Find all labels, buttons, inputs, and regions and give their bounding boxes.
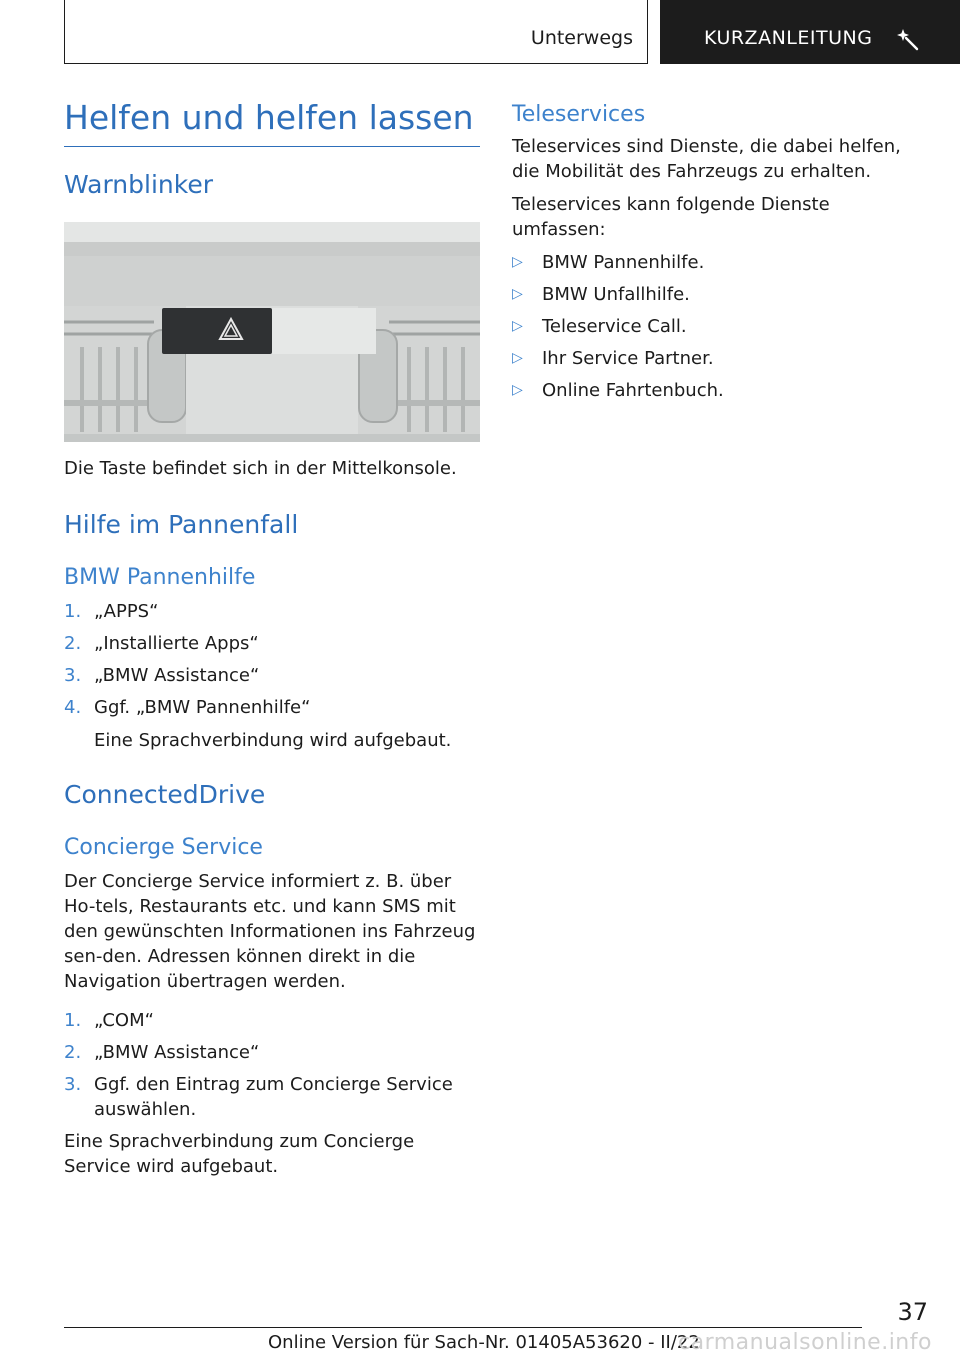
header-section-label: Unterwegs [530, 27, 633, 49]
list-item: 4. Ggf. „BMW Pannenhilfe“ Eine Sprachverbindung wird aufgebaut. [64, 695, 480, 753]
subheading-concierge-service: Concierge Service [64, 835, 263, 860]
header-chapter-label: KURZANLEITUNG [704, 27, 873, 49]
list-item: 2. „Installierte Apps“ [64, 633, 259, 654]
page-number: 37 [897, 1298, 928, 1326]
page-title: Helfen und helfen lassen [64, 98, 474, 137]
header-section-tab [64, 0, 648, 64]
footer-divider [64, 1327, 862, 1328]
subheading-bmw-pannenhilfe: BMW Pannenhilfe [64, 565, 256, 590]
hazard-button-photo [64, 222, 480, 442]
list-item: ▷ Online Fahrtenbuch. [512, 380, 724, 401]
list-item: 3. „BMW Assistance“ [64, 665, 260, 686]
list-item: ▷ Teleservice Call. [512, 316, 687, 337]
magic-wand-icon [896, 28, 920, 52]
pannenhilfe-steps [64, 599, 480, 753]
triangle-bullet-icon: ▷ [512, 350, 523, 366]
list-item: 1. „COM“ [64, 1010, 154, 1031]
list-item: ▷ BMW Unfallhilfe. [512, 284, 690, 305]
list-item-note: Eine Sprachverbindung wird aufgebaut. [94, 730, 452, 751]
left-column [64, 96, 480, 1179]
concierge-outro: Eine Sprachverbindung zum Concierge Service wird aufgebaut. [64, 1131, 415, 1177]
list-item: ▷ BMW Pannenhilfe. [512, 252, 705, 273]
list-item: 3. Ggf. den Eintrag zum Concierge Service auswählen. [64, 1074, 453, 1120]
section-heading-connecteddrive: ConnectedDrive [64, 780, 266, 809]
teleservices-list [512, 250, 928, 403]
title-divider [64, 146, 480, 147]
triangle-bullet-icon: ▷ [512, 286, 523, 302]
triangle-bullet-icon: ▷ [512, 318, 523, 334]
triangle-bullet-icon: ▷ [512, 254, 523, 270]
triangle-bullet-icon: ▷ [512, 382, 523, 398]
footer-version-text: Online Version für Sach-Nr. 01405A53620 - II/22 [268, 1332, 700, 1353]
right-column [512, 96, 928, 410]
list-item: 2. „BMW Assistance“ [64, 1042, 260, 1063]
concierge-steps [64, 1008, 480, 1122]
list-item: 1. „APPS“ [64, 601, 159, 622]
list-item: ▷ Ihr Service Partner. [512, 348, 714, 369]
teleservices-list-intro: Teleservices kann folgende Dienste umfassen: [512, 194, 830, 240]
section-heading-pannenfall: Hilfe im Pannenfall [64, 510, 299, 539]
section-heading-warnblinker: Warnblinker [64, 170, 213, 199]
photo-caption: Die Taste befindet sich in der Mittelkonsole. [64, 458, 457, 479]
header-chapter-tab [660, 0, 960, 64]
teleservices-intro: Teleservices sind Dienste, die dabei helfen, die Mobilität des Fahrzeugs zu erhalten. [512, 136, 901, 182]
watermark-text: carmanualsonline.info [678, 1330, 932, 1355]
concierge-intro: Der Concierge Service informiert z. B. über Ho-tels, Restaurants etc. und kann SMS mit den gewünschten Informationen ins Fahrzeug sen-den. Adressen können direkt in die Navigation übertragen werden. [64, 871, 476, 992]
section-heading-teleservices: Teleservices [512, 102, 646, 127]
